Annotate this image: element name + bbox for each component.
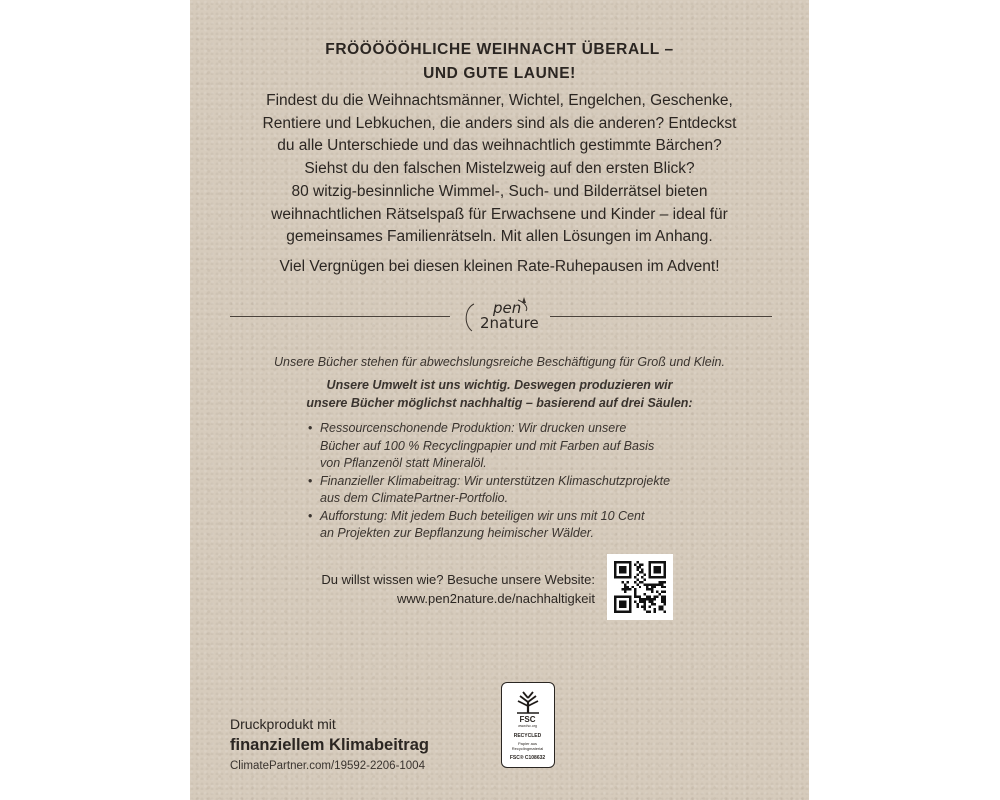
climate-line-1: Druckprodukt mit [230,716,336,732]
description-line: weihnachtlichen Rätselspaß für Erwachsene und Kinder – ideal für [271,205,728,223]
logo-text-2nature: 2nature [480,314,539,332]
pillar-line: • Finanzieller Klimabeitrag: Wir unterstützen Klimaschutzprojekte [320,473,671,488]
description-line: du alle Unterschiede und das weihnachtlich gestimmte Bärchen? [277,137,722,154]
logo-text-pen: pen [493,299,522,317]
statement-line: Unsere Umwelt ist uns wichtig. Deswegen produzieren wir [326,378,673,392]
pen2nature-logo [460,294,544,338]
pillar-line: an Projekten zur Bepflanzung heimischer Wälder. [320,526,594,540]
fsc-url: www.fsc.org [518,724,537,728]
description-line: Siehst du den falschen Mistelzweig auf den ersten Blick? [304,159,695,177]
description-line: 80 witzig-besinnliche Wimmel-, Such- und Bilderrätsel bieten [291,183,708,200]
headline [190,38,809,86]
fsc-name: FSC [519,715,536,724]
climate-partner-label [230,714,530,775]
description-line: Findest du die Weihnachtsmänner, Wichtel, Engelchen, Geschenke, [266,92,733,109]
sustainability-statement [230,376,769,412]
fsc-desc-line: Papier aus [517,741,538,746]
qr-code[interactable] [607,554,673,620]
website-info [290,570,595,608]
pillar-line: • Aufforstung: Mit jedem Buch beteiligen wir uns mit 10 Cent [320,508,645,523]
headline-line-1: FRÖÖÖÖÖHLICHE WEIHNACHT ÜBERALL – [325,41,674,58]
pen2nature-logo-mark [460,294,544,338]
divider-right [550,316,772,317]
sustainability-intro: Unsere Bücher stehen für abwechslungsreiche Beschäftigung für Groß und Klein. [274,355,725,369]
fsc-recycled: RECYCLED [513,733,542,739]
pillar-climate-contribution [310,473,710,508]
description-paragraph-2 [230,181,769,249]
climate-partner-id[interactable]: ClimatePartner.com/19592-2206-1004 [230,760,425,772]
description-paragraph-3: Viel Vergnügen bei diesen kleinen Rate-Ruhepausen im Advent! [279,258,720,275]
fsc-tree-icon [514,689,542,715]
headline-line-2: UND GUTE LAUNE! [423,65,576,82]
statement-line: unsere Bücher möglichst nachhaltig – basierend auf drei Säulen: [306,396,693,410]
sustainability-pillars-list [310,420,710,543]
fsc-description [504,741,551,751]
description-paragraph-1 [230,90,769,180]
description-line: Rentiere und Lebkuchen, die anders sind als die anderen? Entdeckst [262,114,737,132]
qr-code-icon [614,561,666,613]
website-prompt: Du willst wissen wie? Besuche unsere Website: [321,572,595,587]
pillar-line: aus dem ClimatePartner-Portfolio. [320,491,509,505]
book-back-cover [190,0,809,800]
fsc-desc-line: Recyclingmaterial [511,746,544,751]
divider-left [230,316,450,317]
website-url[interactable]: www.pen2nature.de/nachhaltigkeit [396,591,595,606]
pillar-line: Bücher auf 100 % Recyclingpapier und mit Farben auf Basis [320,438,655,453]
fsc-license-code: FSC® C108632 [509,755,546,761]
description-line: gemeinsames Familienrätseln. Mit allen Lösungen im Anhang. [286,228,713,245]
pillar-line: • Ressourcenschonende Produktion: Wir drucken unsere [320,421,627,435]
pillar-reforestation [310,508,710,543]
fsc-recycled-label [501,682,555,768]
climate-line-2: finanziellem Klimabeitrag [230,736,429,754]
pillar-production [310,420,710,473]
pillar-line: von Pflanzenöl statt Mineralöl. [320,456,487,470]
